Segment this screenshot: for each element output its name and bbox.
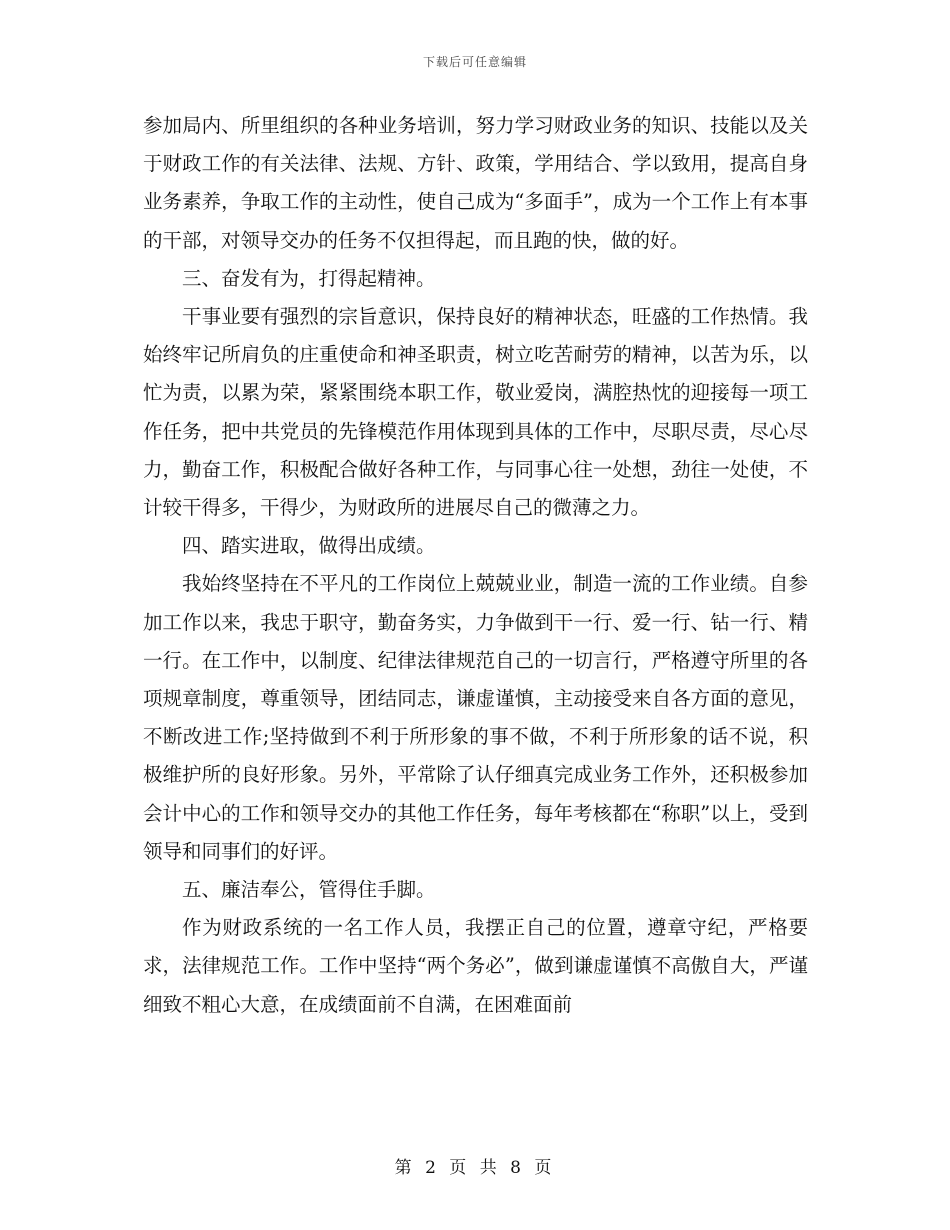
section-heading-4: 四、踏实进取，做得出成绩。 <box>182 534 436 558</box>
section-heading-5: 五、廉洁奉公，管得住手脚。 <box>182 878 436 902</box>
paragraph: 干事业要有强烈的宗旨意识，保持良好的精神状态，旺盛的工作热情。我始终牢记所肩负的庄重使命和神圣职责，树立吃苦耐劳的精神，以苦为乐，以忙为责，以累为荣，紧紧围绕本职工作，敬业爱岗，满腔热忱的迎接每一项工作任务，把中共党员的先锋模范作用体现到具体的工作中，尽职尽责，尽心尽力，勤奋工作，积极配合做好各种工作，与同事心往一处想，劲往一处使，不计较干得多，干得少，为财政所的进展尽自己的微薄之力。 <box>143 305 808 520</box>
page-header: 下载后可任意编辑 <box>422 55 527 69</box>
paragraph: 我始终坚持在不平凡的工作岗位上兢兢业业，制造一流的工作业绩。自参加工作以来，我忠于职守，勤奋务实，力争做到干一行、爱一行、钻一行、精一行。在工作中，以制度、纪律法律规范自己的一切言行，严格遵守所里的各项规章制度，尊重领导，团结同志，谦虚谨慎，主动接受来自各方面的意见，不断改进工作;坚持做到不利于所形象的事不做，不利于所形象的话不说，积极维护所的良好形象。另外，平常除了认仔细真完成业务工作外，还积极参加会计中心的工作和领导交办的其他工作任务，每年考核都在“称职”以上，受到领导和同事们的好评。 <box>143 572 808 863</box>
paragraph-continuation: 参加局内、所里组织的各种业务培训，努力学习财政业务的知识、技能以及关于财政工作的有关法律、法规、方针、政策，学用结合、学以致用，提高自身业务素养，争取工作的主动性，使自己成为“多面手”，成为一个工作上有本事的干部，对领导交办的任务不仅担得起，而且跑的快，做的好。 <box>143 114 808 252</box>
document-body <box>143 107 808 1024</box>
page-number: 第 2 页 共 8 页 <box>394 1158 556 1178</box>
section-heading-3: 三、奋发有为，打得起精神。 <box>182 266 436 290</box>
paragraph: 作为财政系统的一名工作人员，我摆正自己的位置，遵章守纪，严格要求，法律规范工作。工作中坚持“两个务必”，做到谦虚谨慎不高傲自大，严谨细致不粗心大意，在成绩面前不自满，在困难面前 <box>143 916 808 1016</box>
